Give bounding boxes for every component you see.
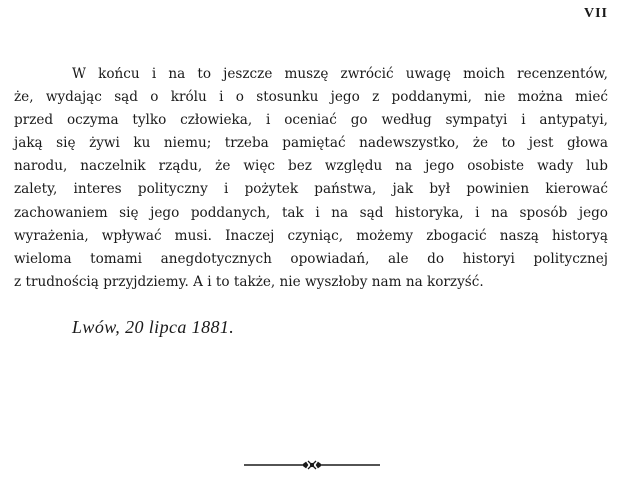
text-line-6: zalety, interes polityczny i pożytek państwa, jak był powinien kierować xyxy=(14,181,608,198)
decorative-rule-ornament-icon xyxy=(244,458,380,472)
text-line-8: wyrażenia, wpływać musi. Inaczej czyniąc, możemy zbogacić naszą historyą xyxy=(14,227,608,244)
text-line-7: zachowaniem się jego poddanych, tak i na sąd historyka, i na sposób jego xyxy=(14,204,608,221)
text-line-3: przed oczyma tylko człowieka, i oceniać go według sympatyi i antypatyi, xyxy=(14,112,608,129)
body-paragraph xyxy=(14,63,608,294)
text-line-5: narodu, naczelnik rządu, że więc bez względu na jego osobiste wady lub xyxy=(14,158,608,175)
place-date-signoff: Lwów, 20 lipca 1881. xyxy=(72,317,235,337)
text-line-9: wieloma tomami anegdotycznych opowiadań, ale do historyi politycznej xyxy=(14,250,608,267)
text-line-2: że, wydając sąd o królu i o stosunku jego z poddanymi, nie można mieć xyxy=(14,89,608,106)
text-line-10: z trudnością przyjdziemy. A i to także, nie wyszłoby nam na korzyść. xyxy=(14,273,484,290)
page-number: VII xyxy=(583,6,608,21)
text-line-1: W końcu i na to jeszcze muszę zwrócić uwagę moich recenzentów, xyxy=(72,66,608,82)
text-line-4: jaką się żywi ku niemu; trzeba pamiętać nadewszystko, że to jest głowa xyxy=(14,135,608,152)
